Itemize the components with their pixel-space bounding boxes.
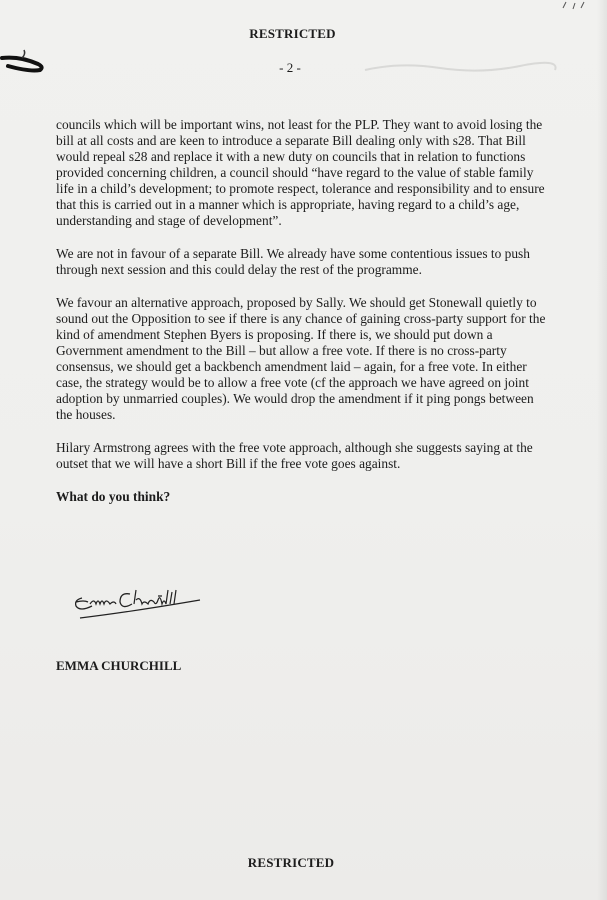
handwritten-signature [70, 578, 220, 628]
page-number: - 2 - [279, 60, 301, 75]
classification-header: RESTRICTED [249, 26, 336, 41]
signatory-name: EMMA CHURCHILL [56, 658, 182, 673]
paragraph: councils which will be important wins, not least for the PLP. They want to avoid losing the bill at all costs and are keen to introduce a separate Bill dealing only with s28. That Bill would repeal s28 and replace it with a new duty on councils that in relation to functions provided concerning children, a council should “have regard to the value of stable family life in a child’s development; to promote respect, tolerance and responsibility and to ensure that this is carried out in a manner which is appropriate, having regard to a child’s age, understanding and stage of development”. [56, 117, 545, 228]
paragraph: We are not in favour of a separate Bill. We already have some contentious issues to push through next session and this could delay the rest of the programme. [56, 246, 530, 277]
memo-body [56, 117, 546, 505]
classification-footer: RESTRICTED [247, 855, 335, 870]
paragraph: Hilary Armstrong agrees with the free vote approach, although she suggests saying at the outset that we will have a short Bill if the free vote goes against. [56, 440, 533, 471]
closing-question: What do you think? [56, 489, 171, 504]
paragraph: We favour an alternative approach, proposed by Sally. We should get Stonewall quietly to sound out the Opposition to see if there is any chance of gaining cross-party support for the kind of amendment Stephen Byers is proposing. If there is, we should put down a Government amendment to the Bill – but allow a free vote. If there is no cross-party consensus, we should get a backbench amendment laid – again, for a free vote. In either case, the strategy would be to allow a free vote (cf the approach we have agreed on joint adoption by unmarried couples). We would drop the amendment if it ping pongs between the houses. [56, 295, 546, 422]
corner-mark-icon [559, 0, 599, 12]
